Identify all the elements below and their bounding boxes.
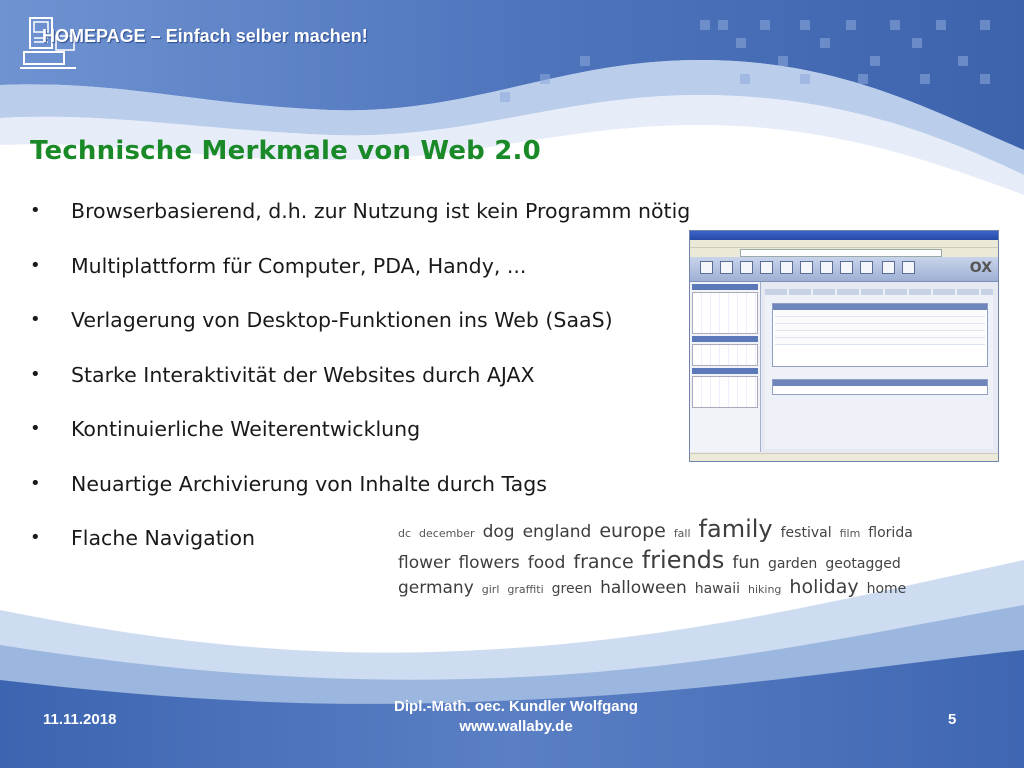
screenshot-tabs — [765, 289, 993, 295]
tag: hawaii — [694, 581, 740, 597]
bullet-icon: • — [30, 200, 41, 221]
tag: flower — [398, 553, 451, 573]
screenshot-toolbar-icon — [740, 261, 753, 274]
tag: family — [698, 515, 773, 543]
bullet-icon: • — [30, 418, 41, 439]
slide-title: Technische Merkmale von Web 2.0 — [30, 136, 541, 166]
screenshot-toolbar-icon — [820, 261, 833, 274]
screenshot-toolbar-icon — [902, 261, 915, 274]
tag: graffiti — [507, 583, 544, 596]
footer-author-name: Dipl.-Math. oec. Kundler Wolfgang — [394, 698, 638, 715]
tag: fall — [673, 527, 691, 540]
footer-author — [300, 697, 732, 737]
tag: film — [839, 527, 861, 540]
screenshot-toolbar-icon — [860, 261, 873, 274]
list-item — [30, 410, 690, 465]
tag: europe — [599, 520, 666, 542]
screenshot-sidebar-header — [692, 284, 758, 290]
screenshot-row — [775, 317, 985, 324]
screenshot-sidebar — [690, 282, 761, 452]
tag: green — [551, 581, 593, 597]
screenshot-toolbar-icon — [760, 261, 773, 274]
list-item — [30, 247, 690, 302]
tag: dog — [482, 522, 515, 542]
screenshot-toolbar — [690, 257, 998, 282]
screenshot-sidebar-box — [692, 376, 758, 408]
tag: france — [573, 551, 634, 573]
screenshot-ox-logo: OX — [969, 260, 992, 276]
bullet-text: Flache Navigation — [71, 526, 256, 550]
tag: friends — [641, 546, 725, 574]
tag: garden — [767, 556, 818, 572]
bullet-icon: • — [30, 527, 41, 548]
footer-date: 11.11.2018 — [43, 711, 117, 728]
screenshot-toolbar-icon — [882, 261, 895, 274]
screenshot-menubar — [690, 240, 998, 248]
tag-cloud-line — [398, 546, 909, 574]
screenshot-row — [775, 324, 985, 331]
tag: germany — [398, 578, 474, 598]
screenshot-row — [775, 331, 985, 338]
tag: holiday — [789, 576, 859, 598]
screenshot-toolbar-icon — [840, 261, 853, 274]
tag: flowers — [458, 553, 520, 573]
tag: fun — [732, 553, 760, 573]
screenshot-toolbar-icon — [700, 261, 713, 274]
tag: food — [527, 553, 566, 573]
screenshot-toolbar-icon — [780, 261, 793, 274]
bullet-icon: • — [30, 472, 41, 494]
bullet-icon: • — [30, 363, 41, 385]
bullet-text: Starke Interaktivität der Websites durch AJAX — [71, 362, 535, 387]
screenshot-sidebar-header — [692, 336, 758, 342]
screenshot-main-area — [765, 289, 993, 449]
screenshot-panel-header — [773, 380, 987, 386]
tag: hiking — [747, 583, 782, 596]
screenshot-panel — [772, 379, 988, 395]
page-number: 5 — [948, 711, 957, 728]
screenshot-calendar — [692, 292, 758, 334]
list-item — [30, 465, 690, 520]
screenshot-titlebar — [690, 231, 998, 240]
bullet-icon: • — [30, 309, 41, 330]
tag: halloween — [600, 578, 687, 598]
screenshot-url-field — [740, 249, 942, 257]
tag: florida — [868, 525, 913, 541]
tag: festival — [780, 525, 832, 541]
bullet-text: Neuartige Archivierung von Inhalte durch Tags — [71, 471, 547, 496]
list-item — [30, 356, 690, 411]
tag: december — [419, 527, 475, 540]
footer-website: www.wallaby.de — [459, 718, 573, 735]
screenshot-row — [775, 338, 985, 345]
bullet-text: Browserbasierend, d.h. zur Nutzung ist kein Programm nötig — [71, 199, 691, 223]
tag-cloud-line — [398, 576, 914, 598]
tag: home — [866, 581, 907, 597]
bullet-text: Verlagerung von Desktop-Funktionen ins Web (SaaS) — [71, 308, 613, 332]
tag: girl — [481, 583, 500, 596]
bullet-text: Kontinuierliche Weiterentwicklung — [71, 417, 421, 441]
tag: england — [522, 522, 592, 542]
list-item — [30, 192, 690, 247]
list-item — [30, 301, 690, 356]
tag: dc — [398, 527, 412, 540]
bullet-text: Multiplattform für Computer, PDA, Handy, ... — [71, 253, 527, 278]
webapp-screenshot-image — [689, 230, 999, 462]
tag-cloud-line — [398, 515, 921, 543]
screenshot-toolbar-icon — [720, 261, 733, 274]
header-title: HOMEPAGE – Einfach selber machen! — [42, 26, 368, 46]
bullet-icon: • — [30, 254, 41, 276]
tag: geotagged — [825, 556, 901, 572]
screenshot-row — [775, 310, 985, 317]
screenshot-sidebar-header — [692, 368, 758, 374]
screenshot-toolbar-icon — [800, 261, 813, 274]
screenshot-statusbar — [690, 453, 998, 461]
screenshot-panel — [772, 303, 988, 367]
screenshot-sidebar-box — [692, 344, 758, 366]
